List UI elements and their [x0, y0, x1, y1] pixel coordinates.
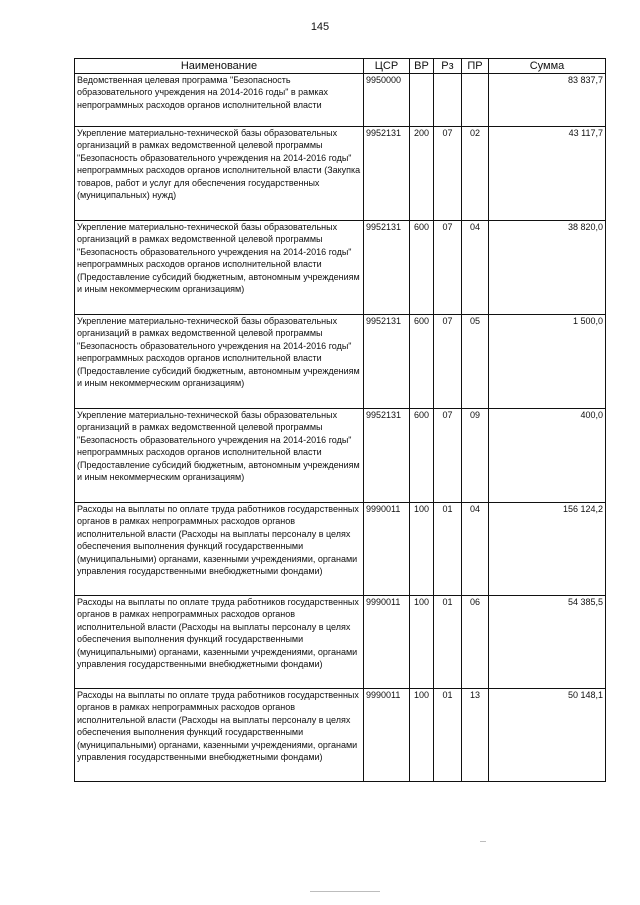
cell-rz: 01 [434, 503, 462, 596]
cell-vr [410, 74, 434, 127]
cell-pr: 04 [462, 503, 489, 596]
cell-rz: 07 [434, 221, 462, 315]
cell-sum: 50 148,1 [489, 689, 606, 782]
cell-csr: 9952131 [364, 221, 410, 315]
cell-csr: 9990011 [364, 596, 410, 689]
page-number: 145 [310, 21, 330, 33]
cell-vr: 600 [410, 315, 434, 409]
cell-name: Укрепление материально-технической базы образовательных организаций в рамках ведомственной целевой программы "Безопасность образовательного учреждения на 2014-2016 годы" непрограммных расходов органов исполнительной власти (Закупка товаров, работ и услуг для обеспечения государственных (муниципальных) нужд) [75, 127, 364, 221]
header-name: Наименование [75, 59, 364, 74]
cell-pr: 05 [462, 315, 489, 409]
cell-name: Укрепление материально-технической базы образовательных организаций в рамках ведомственной целевой программы "Безопасность образовательного учреждения на 2014-2016 годы" непрограммных расходов органов исполнительной власти (Предоставление субсидий бюджетным, автономным учреждениям и иным некоммерческим организациям) [75, 409, 364, 503]
header-rz: Рз [434, 59, 462, 74]
cell-name: Укрепление материально-технической базы образовательных организаций в рамках ведомственной целевой программы "Безопасность образовательного учреждения на 2014-2016 годы" непрограммных расходов органов исполнительной власти (Предоставление субсидий бюджетным, автономным учреждениям и иным некоммерческим организациям) [75, 315, 364, 409]
table-row [75, 503, 606, 596]
cell-pr: 13 [462, 689, 489, 782]
cell-rz: 01 [434, 596, 462, 689]
cell-name: Расходы на выплаты по оплате труда работников государственных органов в рамках непрограммных расходов органов исполнительной власти (Расходы на выплаты персоналу в целях обеспечения выполнения функций государственными (муниципальными) органами, казенными учреждениями, органами управления государственными внебюджетными фондами) [75, 689, 364, 782]
cell-sum: 83 837,7 [489, 74, 606, 127]
cell-rz: 01 [434, 689, 462, 782]
scan-mark [310, 891, 380, 892]
cell-sum: 156 124,2 [489, 503, 606, 596]
header-pr: ПР [462, 59, 489, 74]
cell-name: Расходы на выплаты по оплате труда работников государственных органов в рамках непрограммных расходов органов исполнительной власти (Расходы на выплаты персоналу в целях обеспечения выполнения функций государственными (муниципальными) органами, казенными учреждениями, органами управления государственными внебюджетными фондами) [75, 503, 364, 596]
cell-pr: 02 [462, 127, 489, 221]
header-sum: Сумма [489, 59, 606, 74]
table-row [75, 596, 606, 689]
table-header-row [75, 59, 606, 74]
cell-sum: 43 117,7 [489, 127, 606, 221]
header-csr: ЦСР [364, 59, 410, 74]
cell-vr: 100 [410, 503, 434, 596]
cell-sum: 1 500,0 [489, 315, 606, 409]
cell-name: Ведомственная целевая программа "Безопасность образовательного учреждения на 2014-2016 годы" в рамках непрограммных расходов органов исполнительной власти [75, 74, 364, 127]
cell-vr: 600 [410, 409, 434, 503]
cell-rz: 07 [434, 127, 462, 221]
cell-pr: 09 [462, 409, 489, 503]
cell-csr: 9950000 [364, 74, 410, 127]
cell-csr: 9952131 [364, 315, 410, 409]
cell-pr [462, 74, 489, 127]
cell-csr: 9990011 [364, 689, 410, 782]
cell-rz: 07 [434, 409, 462, 503]
cell-rz [434, 74, 462, 127]
cell-name: Расходы на выплаты по оплате труда работников государственных органов в рамках непрограммных расходов органов исполнительной власти (Расходы на выплаты персоналу в целях обеспечения выполнения функций государственными (муниципальными) органами, казенными учреждениями, органами управления государственными внебюджетными фондами) [75, 596, 364, 689]
scan-mark [480, 841, 486, 842]
cell-csr: 9990011 [364, 503, 410, 596]
cell-vr: 600 [410, 221, 434, 315]
cell-vr: 100 [410, 689, 434, 782]
table-row [75, 127, 606, 221]
cell-pr: 04 [462, 221, 489, 315]
cell-csr: 9952131 [364, 409, 410, 503]
header-vr: ВР [410, 59, 434, 74]
table-row [75, 221, 606, 315]
table-row [75, 409, 606, 503]
cell-csr: 9952131 [364, 127, 410, 221]
cell-pr: 06 [462, 596, 489, 689]
table-row [75, 74, 606, 127]
table-row [75, 315, 606, 409]
table-row [75, 689, 606, 782]
cell-sum: 54 385,5 [489, 596, 606, 689]
cell-vr: 200 [410, 127, 434, 221]
cell-name: Укрепление материально-технической базы образовательных организаций в рамках ведомственной целевой программы "Безопасность образовательного учреждения на 2014-2016 годы" непрограммных расходов органов исполнительной власти (Предоставление субсидий бюджетным, автономным учреждениям и иным некоммерческим организациям) [75, 221, 364, 315]
cell-sum: 38 820,0 [489, 221, 606, 315]
cell-sum: 400,0 [489, 409, 606, 503]
budget-table [74, 58, 606, 782]
cell-rz: 07 [434, 315, 462, 409]
cell-vr: 100 [410, 596, 434, 689]
